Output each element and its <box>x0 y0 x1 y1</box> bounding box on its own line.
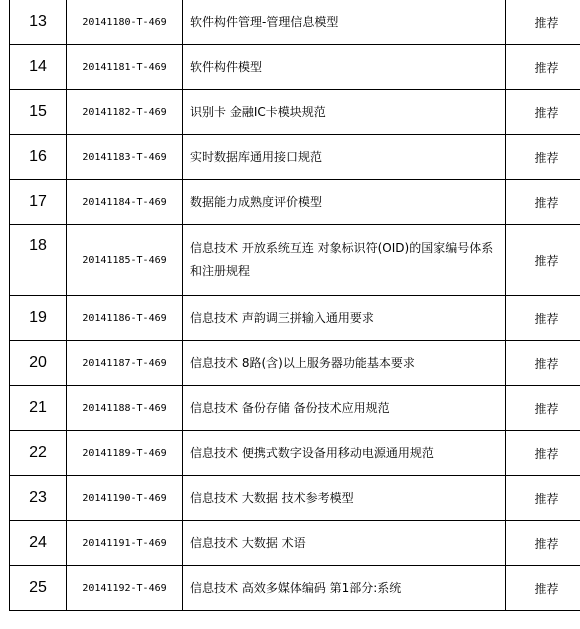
table-row <box>10 521 580 566</box>
plan-code: 20141183-T-469 <box>67 135 183 180</box>
standard-type: 推荐 <box>506 341 580 386</box>
table-row <box>10 135 580 180</box>
standard-name: 信息技术 开放系统互连 对象标识符(OID)的国家编号体系和注册规程 <box>183 225 506 296</box>
plan-code: 20141192-T-469 <box>67 566 183 611</box>
standard-name: 信息技术 便携式数字设备用移动电源通用规范 <box>183 431 506 476</box>
standard-type: 推荐 <box>506 90 580 135</box>
plan-code: 20141180-T-469 <box>67 0 183 45</box>
table-row <box>10 341 580 386</box>
plan-code: 20141181-T-469 <box>67 45 183 90</box>
standard-type: 推荐 <box>506 386 580 431</box>
table-row <box>10 0 580 45</box>
standard-name: 信息技术 声韵调三拼输入通用要求 <box>183 296 506 341</box>
table-row <box>10 90 580 135</box>
row-number: 25 <box>10 566 67 611</box>
standards-table <box>9 0 580 611</box>
plan-code: 20141190-T-469 <box>67 476 183 521</box>
table-row <box>10 566 580 611</box>
row-number: 13 <box>10 0 67 45</box>
table-row <box>10 476 580 521</box>
row-number: 16 <box>10 135 67 180</box>
plan-code: 20141189-T-469 <box>67 431 183 476</box>
standard-type: 推荐 <box>506 180 580 225</box>
table-row <box>10 225 580 296</box>
standard-name: 数据能力成熟度评价模型 <box>183 180 506 225</box>
standard-type: 推荐 <box>506 0 580 45</box>
row-number: 22 <box>10 431 67 476</box>
table-row <box>10 296 580 341</box>
plan-code: 20141187-T-469 <box>67 341 183 386</box>
standard-name: 信息技术 大数据 技术参考模型 <box>183 476 506 521</box>
row-number: 15 <box>10 90 67 135</box>
standard-name: 软件构件管理-管理信息模型 <box>183 0 506 45</box>
table-row <box>10 180 580 225</box>
row-number: 23 <box>10 476 67 521</box>
row-number: 18 <box>10 225 67 296</box>
table-row <box>10 431 580 476</box>
standard-name: 信息技术 大数据 术语 <box>183 521 506 566</box>
plan-code: 20141182-T-469 <box>67 90 183 135</box>
standard-type: 推荐 <box>506 45 580 90</box>
standard-name: 信息技术 高效多媒体编码 第1部分:系统 <box>183 566 506 611</box>
plan-code: 20141191-T-469 <box>67 521 183 566</box>
table-row <box>10 386 580 431</box>
standard-name: 识别卡 金融IC卡模块规范 <box>183 90 506 135</box>
row-number: 21 <box>10 386 67 431</box>
plan-code: 20141185-T-469 <box>67 225 183 296</box>
row-number: 17 <box>10 180 67 225</box>
row-number: 20 <box>10 341 67 386</box>
standard-name: 软件构件模型 <box>183 45 506 90</box>
table-row <box>10 45 580 90</box>
standard-type: 推荐 <box>506 296 580 341</box>
row-number: 14 <box>10 45 67 90</box>
standard-name: 实时数据库通用接口规范 <box>183 135 506 180</box>
plan-code: 20141188-T-469 <box>67 386 183 431</box>
standard-name: 信息技术 备份存储 备份技术应用规范 <box>183 386 506 431</box>
standard-type: 推荐 <box>506 135 580 180</box>
standard-type: 推荐 <box>506 566 580 611</box>
plan-code: 20141184-T-469 <box>67 180 183 225</box>
standard-type: 推荐 <box>506 431 580 476</box>
row-number: 24 <box>10 521 67 566</box>
standard-name: 信息技术 8路(含)以上服务器功能基本要求 <box>183 341 506 386</box>
standard-type: 推荐 <box>506 521 580 566</box>
standard-type: 推荐 <box>506 476 580 521</box>
standards-table-body <box>10 0 580 611</box>
standard-type: 推荐 <box>506 225 580 296</box>
plan-code: 20141186-T-469 <box>67 296 183 341</box>
row-number: 19 <box>10 296 67 341</box>
